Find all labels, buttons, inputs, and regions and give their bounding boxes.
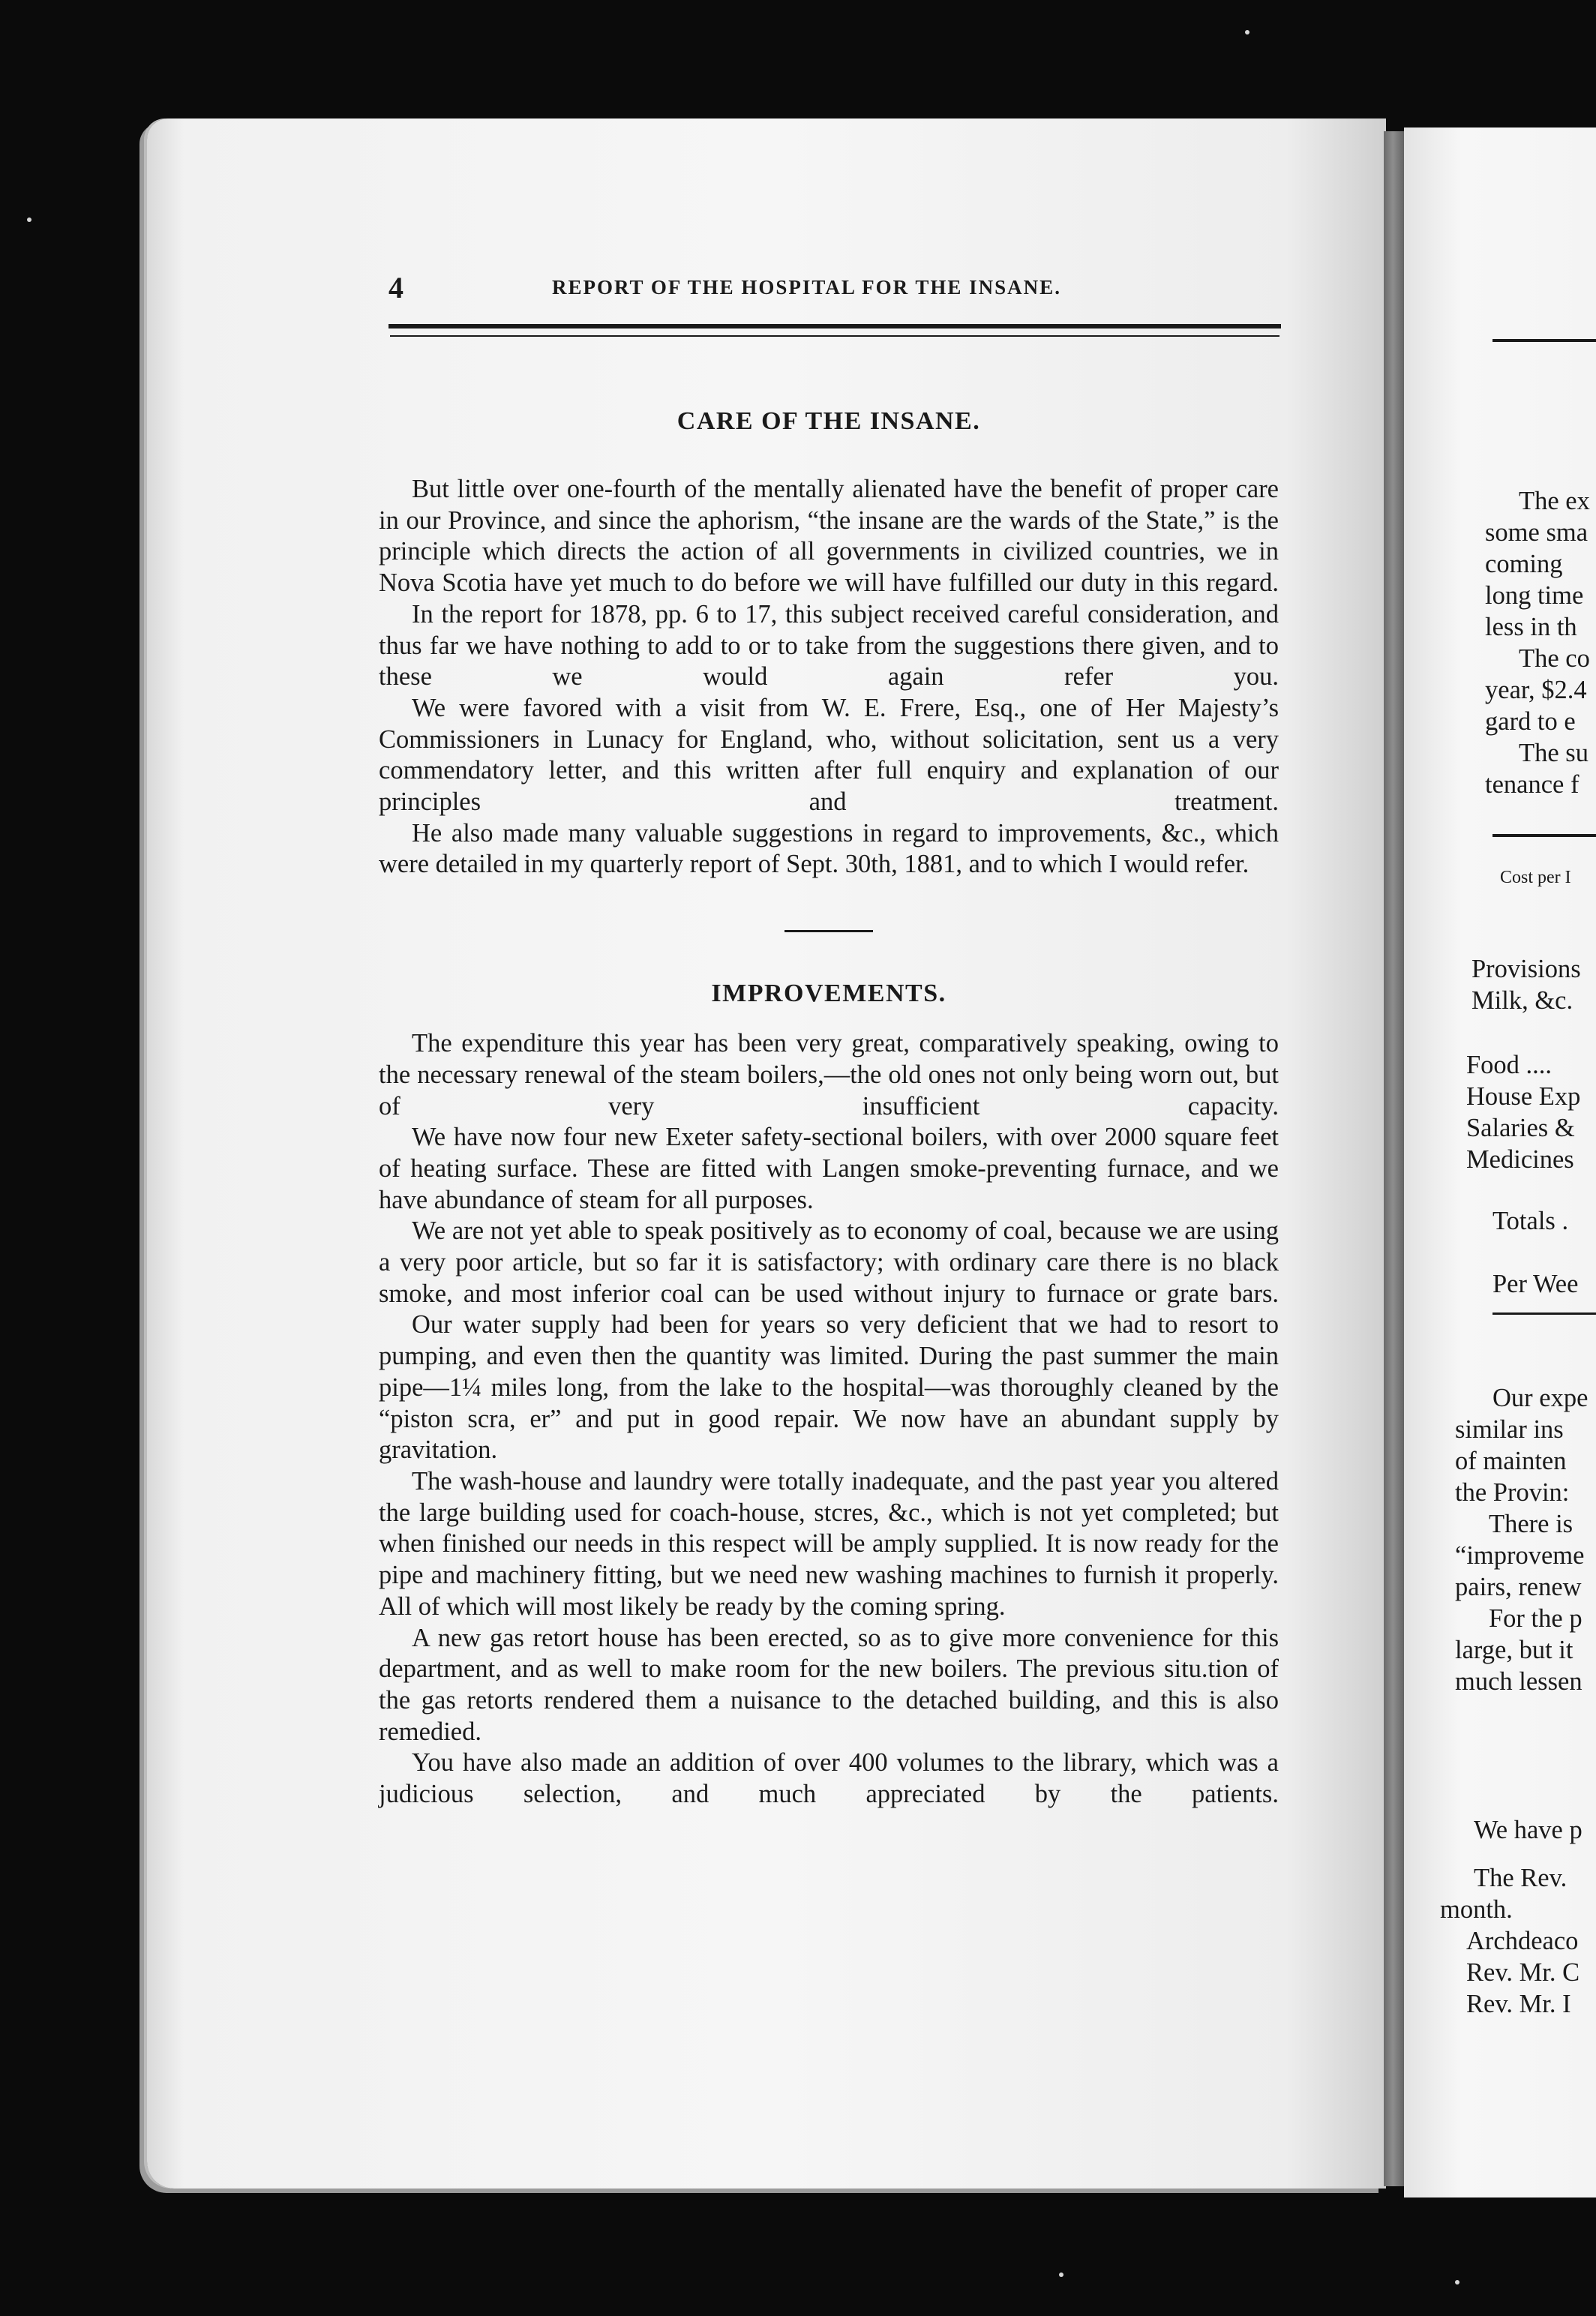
care-paragraph: In the report for 1878, pp. 6 to 17, this subject received careful consideration, and thus far we have nothing to add to or to take from the suggestions there given, and to these we would again refer you. [379, 599, 1279, 692]
adjacent-page-line: the Provin: [1455, 1478, 1570, 1507]
adjacent-page-line: pairs, renew [1455, 1573, 1582, 1601]
adjacent-page-line: Provisions [1472, 955, 1581, 983]
running-head: REPORT OF THE HOSPITAL FOR THE INSANE. [552, 276, 1061, 298]
improvements-paragraph: The expenditure this year has been very great, comparatively speaking, owing to the necessary renewal of the steam boilers,—the old ones not only being worn out, but of very insufficient capacity. [379, 1029, 1279, 1120]
page-number: 4 [388, 271, 404, 304]
page-body [379, 398, 1279, 1810]
care-paragraph: He also made many valuable suggestions in regard to improvements, &c., which were detailed in my quarterly report of Sept. 30th, 1881, and to which I would refer. [379, 818, 1279, 879]
adjacent-page-line: tenance f [1485, 770, 1580, 799]
adjacent-page-line: There is [1489, 1510, 1574, 1538]
improvements-paragraph: The wash-house and laundry were totally inadequate, and the past year you altered the large building used for coach-house, stcres, &c., which is not yet completed; but when finished our needs in this respect will be amply supplied. It is now ready for the pipe and machinery fitting, but we need new washing machines to furnish it properly. All of which will most likely be ready by the coming spring. [379, 1466, 1279, 1621]
adjacent-page-line: month. [1440, 1895, 1513, 1924]
adjacent-page-line: The co [1519, 644, 1590, 673]
improvements-paragraph: Our water supply had been for years so very deficient that we had to resort to pumping, and even then the quantity was limited. During the past summer the main pipe—1¼ miles long, from the lake to the hospital—was thoroughly cleaned by the “piston scra, er” and put in good repair. We now have an abundant supply by gravitation. [379, 1310, 1279, 1465]
adjacent-page-line: some sma [1485, 518, 1588, 547]
page-header [388, 270, 1281, 306]
scan-speck [27, 218, 32, 222]
improvements-paragraph: A new gas retort house has been erected, so as to give more convenience for this department, and as well to make room for the new boilers. The previous situ.tion of the gas retorts rendered them a nuisance to the detached building, and this is also remedied. [379, 1623, 1279, 1746]
scan-speck [1059, 2272, 1064, 2277]
adjacent-page-line: much lessen [1455, 1667, 1582, 1696]
adjacent-page-line: Our expe [1492, 1384, 1588, 1412]
adjacent-page-line: “improveme [1455, 1541, 1585, 1570]
book-gutter [1384, 131, 1406, 2186]
section-title-care: CARE OF THE INSANE. [676, 407, 981, 435]
adjacent-page-line: Medicines [1466, 1145, 1574, 1174]
header-rule [388, 324, 1281, 328]
adjacent-page-line: The ex [1519, 487, 1590, 515]
care-paragraph: But little over one-fourth of the mentally alienated have the benefit of proper care in our Province, and since the aphorism, “the insane are the wards of the State,” is the principle which directs the action of all governments in civilized countries, we in Nova Scotia have yet much to do before we will have fulfilled our duty in this regard. [379, 475, 1279, 598]
improvements-paragraph: We are not yet able to speak positively as to economy of coal, because we are using a very poor article, but so far it is satisfactory; with ordinary care there is no black smoke, and most inferior coal can be used without injury to furnace or grate bars. [379, 1216, 1279, 1308]
scan-speck [1455, 2280, 1460, 2284]
improvements-paragraph: We have now four new Exeter safety-sectional boilers, with over 2000 square feet of heating surface. These are fitted with Langen smoke-preventing furnace, and we have abundance of steam for all purposes. [379, 1123, 1279, 1214]
adjacent-page-line: Cost per I [1500, 868, 1571, 887]
adjacent-page-text [1440, 0, 1596, 2316]
adjacent-page-line: Salaries & [1466, 1114, 1575, 1142]
adjacent-page-line: gard to e [1485, 707, 1576, 736]
section-divider [784, 930, 873, 932]
adjacent-page-line: Milk, &c. [1472, 986, 1574, 1015]
adjacent-page-line: year, $2.4 [1485, 676, 1587, 704]
adjacent-page-line: coming [1485, 550, 1563, 578]
adjacent-page-line: The Rev. [1474, 1864, 1568, 1892]
adjacent-page-line: of mainten [1455, 1447, 1567, 1475]
adjacent-page-line: Rev. Mr. C [1466, 1958, 1580, 1987]
adjacent-page-line: less in th [1485, 613, 1577, 641]
section-title-improvements: IMPROVEMENTS. [711, 980, 946, 1008]
adjacent-page-line: Rev. Mr. I [1466, 1990, 1571, 2018]
adjacent-page-line: For the p [1489, 1604, 1582, 1633]
adjacent-page-line: Archdeaco [1466, 1927, 1579, 1955]
care-paragraph: We were favored with a visit from W. E. Frere, Esq., one of Her Majesty’s Commissioners in Lunacy for England, who, without solicitation, sent us a very commendatory letter, and this written after full enquiry and explanation of our principles and treatment. [379, 693, 1279, 817]
adjacent-page-line: Food .... [1466, 1051, 1552, 1079]
adjacent-page-line: We have p [1474, 1816, 1582, 1844]
adjacent-page-line: Totals . [1492, 1207, 1569, 1235]
adjacent-page-line: long time [1485, 581, 1584, 610]
adjacent-page-line: Per Wee [1492, 1270, 1579, 1298]
scan-speck [1245, 30, 1250, 34]
adjacent-page-line: The su [1519, 739, 1588, 767]
improvements-paragraph: You have also made an addition of over 400 volumes to the library, which was a judicious selection, and much appreciated by the patients. [379, 1748, 1279, 1809]
adjacent-page-line: large, but it [1455, 1636, 1574, 1664]
adjacent-page-line: House Exp [1466, 1082, 1581, 1111]
adjacent-page-line: similar ins [1455, 1415, 1564, 1444]
